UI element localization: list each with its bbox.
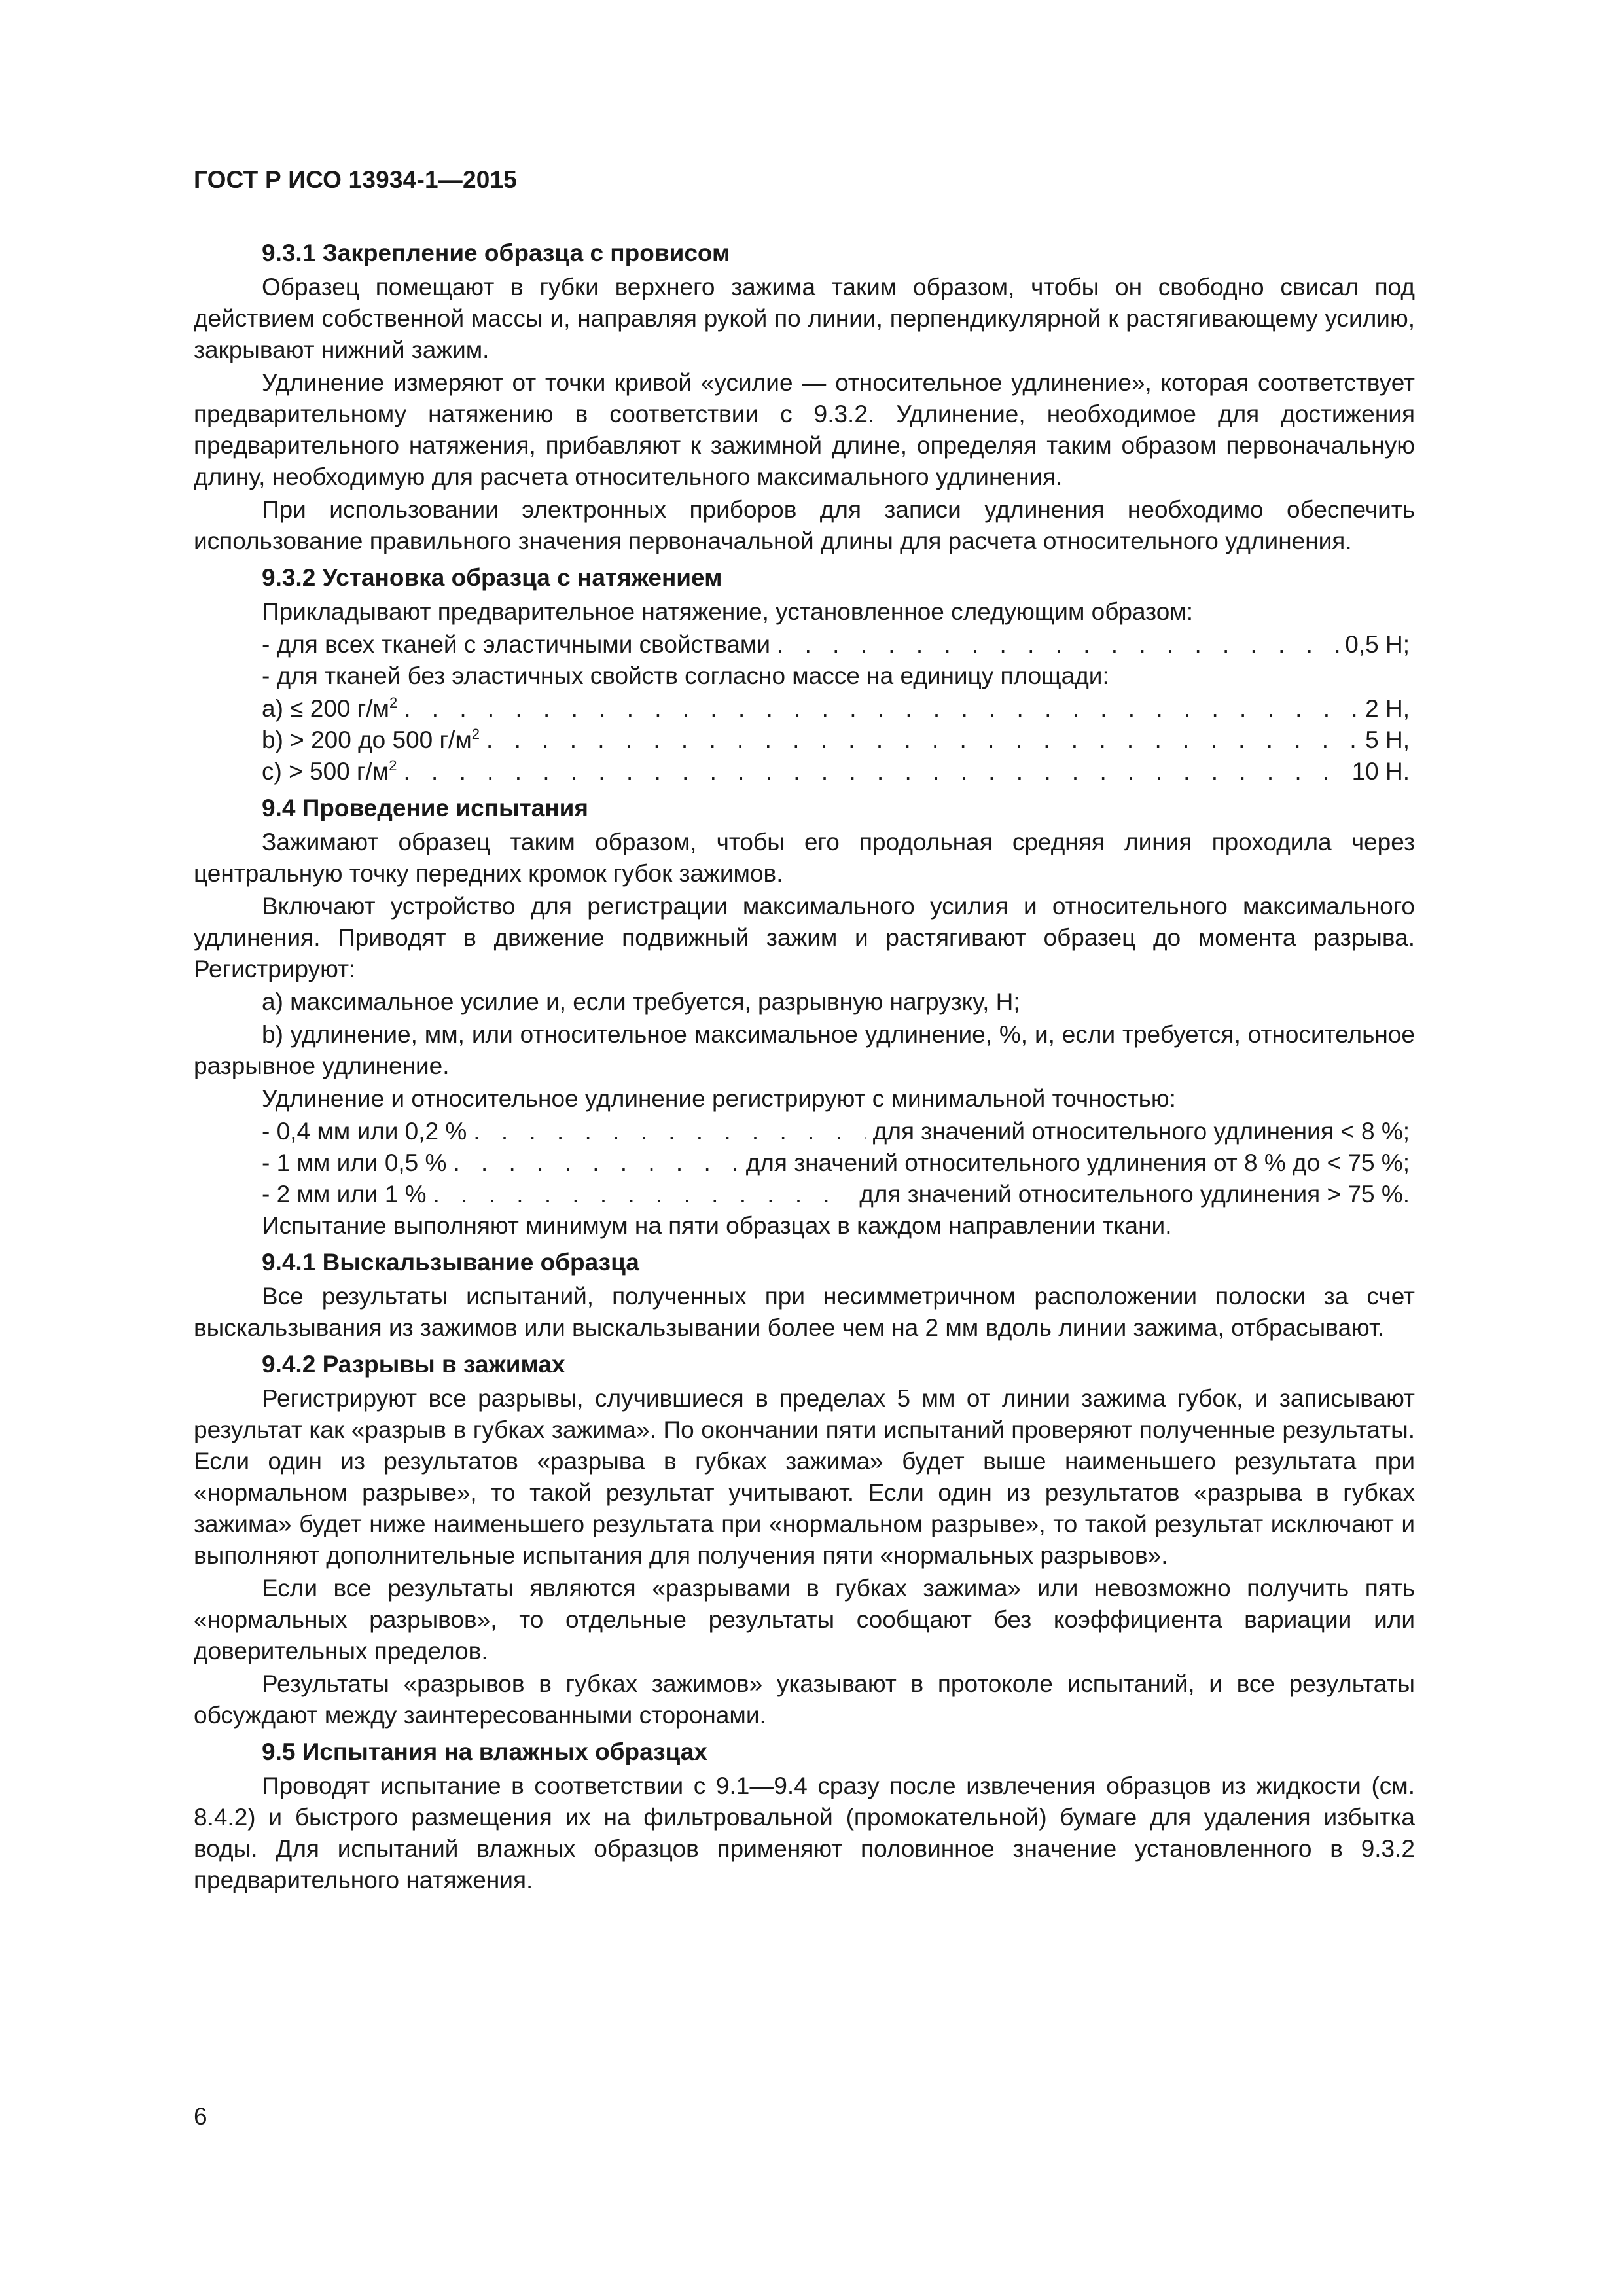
accuracy-row-2 bbox=[194, 1147, 1415, 1179]
row-value: - 2 мм или 1 % bbox=[262, 1181, 427, 1208]
row-label: a) ≤ 200 $г/м^2$ bbox=[262, 694, 398, 722]
page-number: 6 bbox=[194, 2103, 207, 2130]
paragraph: Все результаты испытаний, полученных при несимметричном расположении полоски за счет выскальзывания из зажимов или выскальзывании более чем на 2 мм вдоль линии зажима, отбрасывают. bbox=[194, 1283, 1415, 1341]
row-value: - 1 мм или 0,5 % bbox=[262, 1149, 447, 1176]
row-value: - 0,4 мм или 0,2 % bbox=[262, 1118, 467, 1145]
paragraph: Регистрируют все разрывы, случившиеся в пределах 5 мм от линии зажима губок, и записывают результат как «разрыв в губках зажима». По окончании пяти испытаний проверяют полученные результаты. Если один из результатов «разрыва в губках зажима» будет выше наименьшего результата при «нормальном разрыве», то такой результат учитывают. Если один из результатов «разрыва в губках зажима» будет ниже наименьшего результата при «нормальном разрыве», то такой результат исключают и выполняют дополнительные испытания для получения пяти «нормальных разрывов». bbox=[194, 1385, 1415, 1569]
paragraph: Образец помещают в губки верхнего зажима таким образом, чтобы он свободно свисал под действием собственной массы и, направляя рукой по линии, перпендикулярной к растягивающему усилию, закрывают нижний зажим. bbox=[194, 274, 1415, 363]
section-heading-9-3-2: 9.3.2 Установка образца с натяжением bbox=[262, 564, 722, 591]
section-heading-9-5: 9.5 Испытания на влажных образцах bbox=[262, 1738, 707, 1765]
list-item: a) максимальное усилие и, если требуется, разрывную нагрузку, Н; bbox=[262, 988, 1020, 1015]
dot-leader bbox=[473, 1116, 866, 1147]
section-heading-9-4-2: 9.4.2 Разрывы в зажимах bbox=[262, 1351, 565, 1378]
paragraph: Прикладывают предварительное натяжение, установленное следующим образом: bbox=[262, 598, 1194, 625]
paragraph: Удлинение и относительное удлинение регистрируют с минимальной точностью: bbox=[262, 1085, 1176, 1112]
accuracy-row-1 bbox=[194, 1116, 1415, 1147]
dot-leader bbox=[433, 1179, 853, 1210]
row-condition: для значений относительного удлинения > 75 %. bbox=[859, 1181, 1410, 1208]
section-heading-9-3-1: 9.3.1 Закрепление образца с провисом bbox=[262, 240, 730, 266]
row-value: 10 Н. bbox=[1351, 758, 1410, 785]
row-value: 0,5 Н; bbox=[1345, 631, 1410, 658]
row-value: 2 Н, bbox=[1365, 695, 1410, 722]
row-value: 5 Н, bbox=[1365, 726, 1410, 753]
document-header: ГОСТ Р ИСО 13934-1—2015 bbox=[194, 166, 518, 193]
paragraph: Зажимают образец таким образом, чтобы его продольная средняя линия проходила через центральную точку передних кромок губок зажимов. bbox=[194, 829, 1415, 887]
paragraph: Если все результаты являются «разрывами в губках зажима» или невозможно получить пять «нормальных разрывов», то отдельные результаты сообщают без коэффициента вариации или доверительных пределов. bbox=[194, 1575, 1415, 1664]
section-heading-9-4: 9.4 Проведение испытания bbox=[262, 795, 589, 821]
dot-leader bbox=[404, 693, 1360, 725]
paragraph: Испытание выполняют минимум на пяти образцах в каждом направлении ткани. bbox=[262, 1212, 1172, 1239]
tension-elastic-row bbox=[194, 629, 1415, 660]
row-condition: для значений относительного удлинения < 8 %; bbox=[872, 1118, 1410, 1145]
row-label: b) > 200 до 500 $г/м^2$ bbox=[262, 726, 480, 753]
dot-leader bbox=[486, 725, 1360, 756]
dot-leader bbox=[403, 756, 1346, 787]
row-condition: для значений относительного удлинения от 8 % до < 75 %; bbox=[745, 1149, 1410, 1176]
document-body bbox=[194, 232, 1415, 1897]
list-item: - для тканей без эластичных свойств согласно массе на единицу площади: bbox=[262, 662, 1109, 689]
section-heading-9-4-1: 9.4.1 Выскальзывание образца bbox=[262, 1249, 639, 1276]
tension-row-b bbox=[194, 725, 1415, 756]
dot-leader bbox=[777, 629, 1340, 660]
tension-row-c bbox=[194, 756, 1415, 787]
row-label: c) > 500 $г/м^2$ bbox=[262, 757, 397, 785]
row-label: - для всех тканей с эластичными свойствами bbox=[262, 631, 771, 658]
list-item: b) удлинение, мм, или относительное максимальное удлинение, %, и, если требуется, относительное разрывное удлинение. bbox=[194, 1021, 1415, 1079]
paragraph: Включают устройство для регистрации максимального усилия и относительного максимального удлинения. Приводят в движение подвижный зажим и растягивают образец до момента разрыва. Регистрируют: bbox=[194, 893, 1415, 982]
paragraph: Результаты «разрывов в губках зажимов» указывают в протоколе испытаний, и все результаты обсуждают между заинтересованными сторонами. bbox=[194, 1670, 1415, 1729]
dot-leader bbox=[453, 1147, 739, 1179]
tension-row-a bbox=[194, 693, 1415, 725]
paragraph: При использовании электронных приборов для записи удлинения необходимо обеспечить использование правильного значения первоначальной длины для расчета относительного удлинения. bbox=[194, 496, 1415, 554]
accuracy-row-3 bbox=[194, 1179, 1415, 1210]
paragraph: Проводят испытание в соответствии с 9.1—9.4 сразу после извлечения образцов из жидкости (см. 8.4.2) и быстрого размещения их на фильтровальной (промокательной) бумаге для удаления избытка воды. Для испытаний влажных образцов применяют половинное значение установленного в 9.3.2 предварительного натяжения. bbox=[194, 1772, 1415, 1893]
paragraph: Удлинение измеряют от точки кривой «усилие — относительное удлинение», которая соответствует предварительному натяжению в соответствии с 9.3.2. Удлинение, необходимое для достижения предварительного натяжения, прибавляют к зажимной длине, определяя таким образом первоначальную длину, необходимую для расчета относительного максимального удлинения. bbox=[194, 369, 1415, 490]
